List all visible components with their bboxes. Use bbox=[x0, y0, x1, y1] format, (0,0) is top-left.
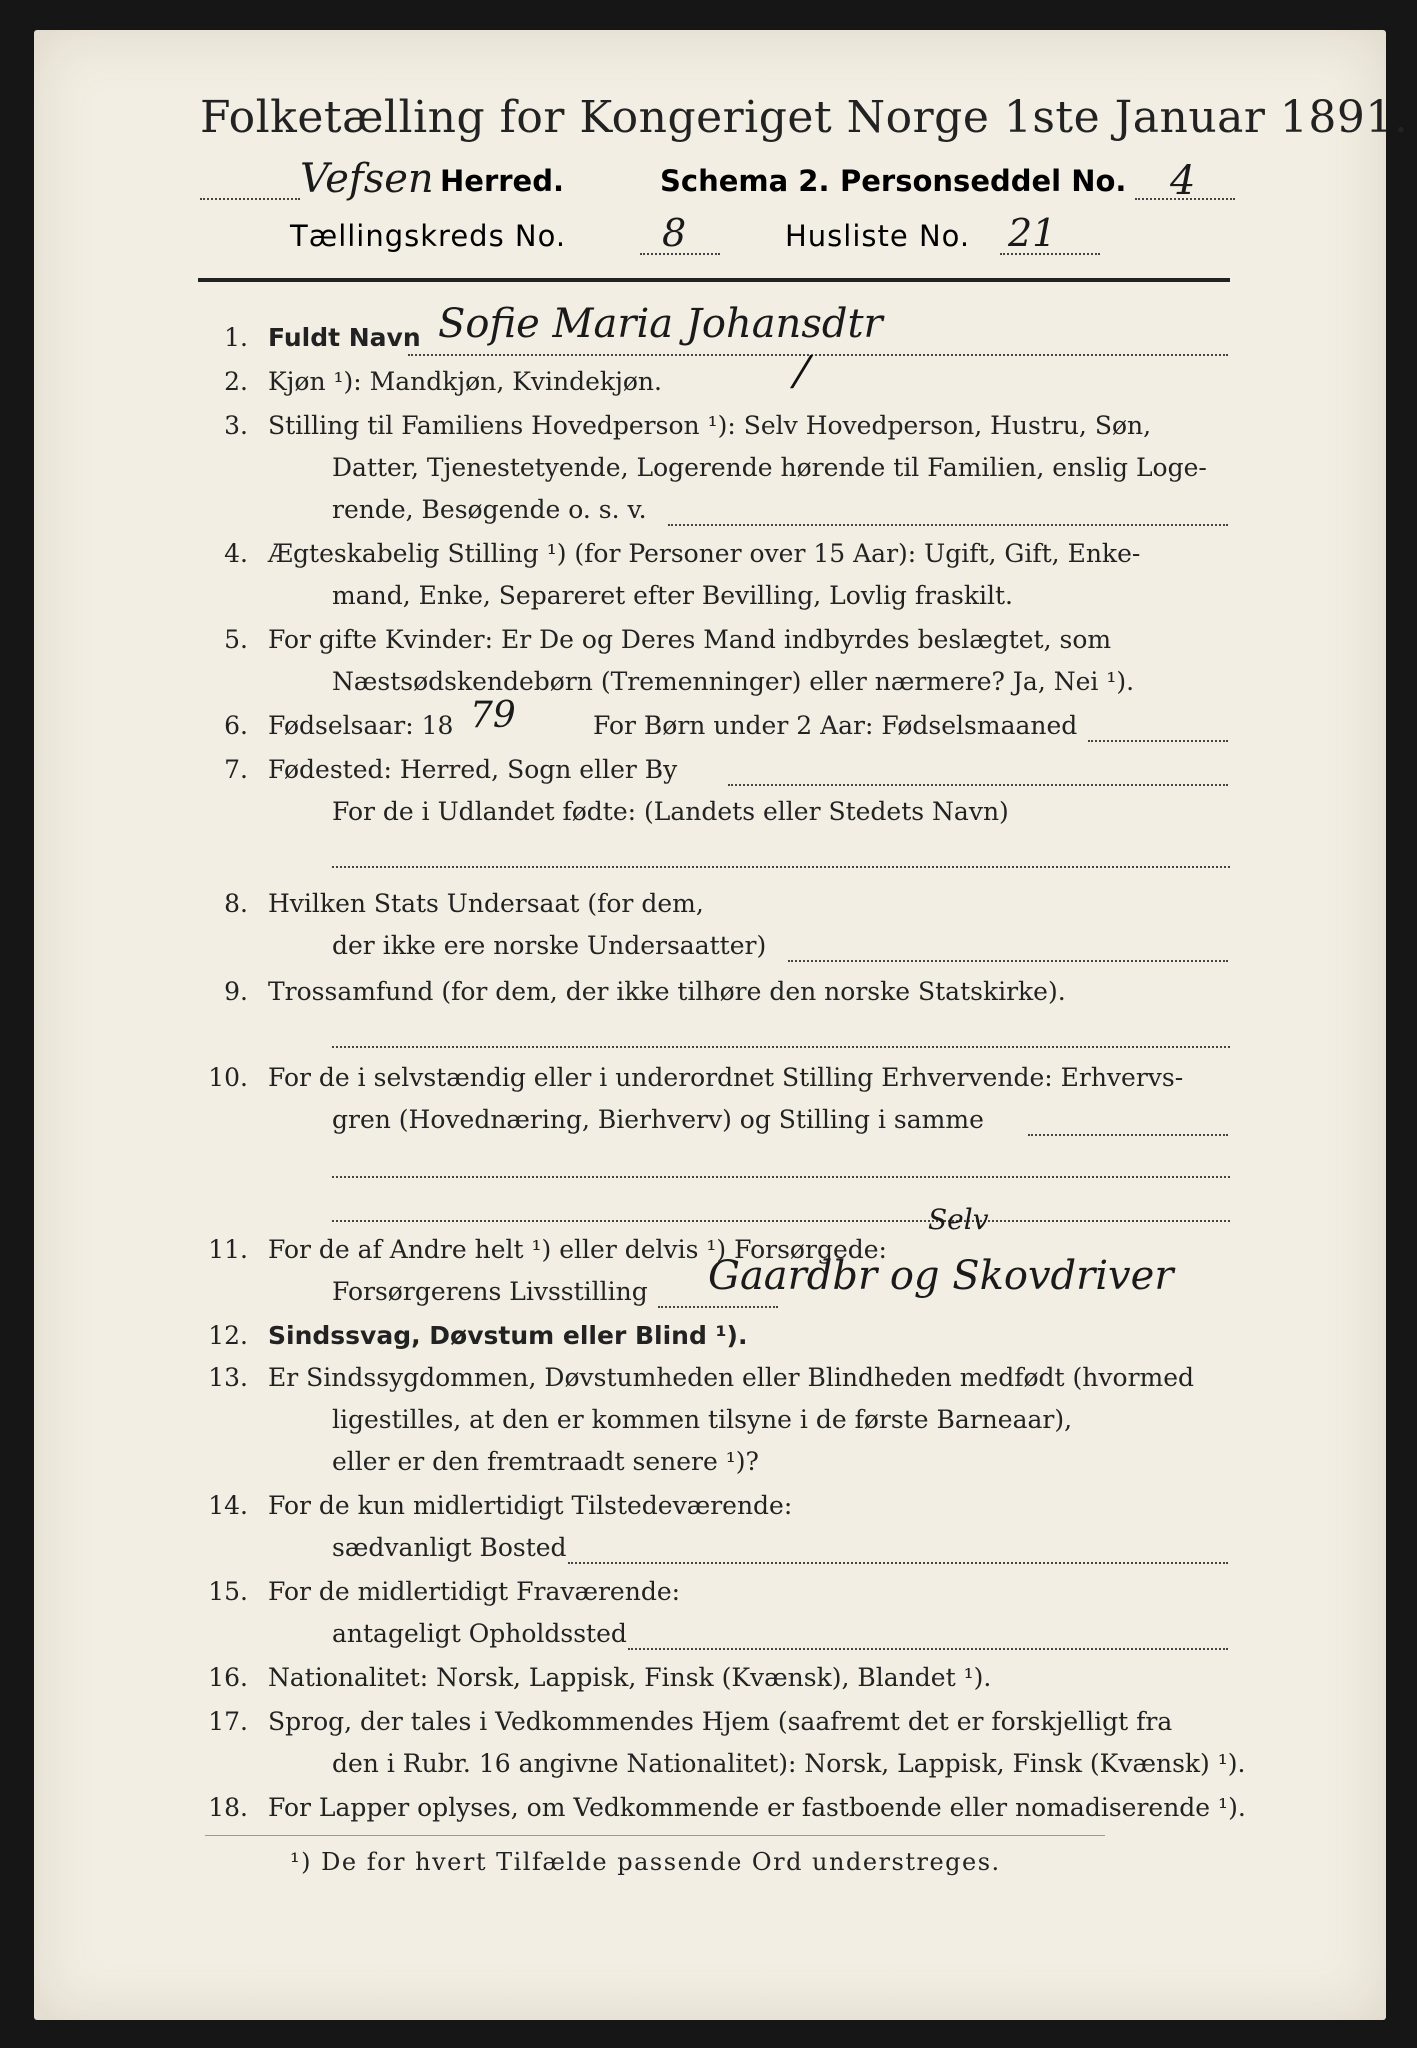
item-9-blank bbox=[332, 1022, 1230, 1048]
herred-handwritten: Vefsen bbox=[300, 156, 434, 202]
herred-line bbox=[200, 156, 1240, 206]
kreds-line bbox=[200, 211, 1240, 261]
husliste-label: Husliste No. bbox=[785, 219, 971, 253]
name-handwritten: Sofie Maria Johansdtr bbox=[438, 301, 883, 347]
herred-label: Herred. bbox=[440, 164, 564, 198]
schema-label: Schema 2. bbox=[660, 164, 830, 198]
kreds-label: Tællingskreds No. bbox=[290, 219, 567, 253]
birthyear-handwritten: 79 bbox=[470, 695, 516, 736]
item-10-blank-2 bbox=[332, 1196, 1230, 1222]
form-title: Folketælling for Kongeriget Norge 1ste Januar 1891. bbox=[200, 92, 1409, 143]
header-divider bbox=[198, 278, 1230, 282]
husliste-handwritten: 21 bbox=[1008, 211, 1057, 255]
kreds-handwritten: 8 bbox=[662, 211, 687, 255]
personseddel-label: Personseddel No. bbox=[840, 164, 1127, 198]
footnote-divider bbox=[205, 1835, 1105, 1836]
personseddel-handwritten: 4 bbox=[1170, 158, 1196, 204]
selv-handwritten: Selv bbox=[928, 1203, 989, 1236]
item-7-blank bbox=[332, 842, 1230, 868]
occupation-handwritten: Gaardbr og Skovdriver bbox=[708, 1253, 1174, 1299]
footnote: ¹) De for hvert Tilfælde passende Ord understreges. bbox=[290, 1848, 1001, 1876]
checkmark-handwritten: ⁄ bbox=[798, 348, 806, 399]
item-10-blank-1 bbox=[332, 1152, 1230, 1178]
